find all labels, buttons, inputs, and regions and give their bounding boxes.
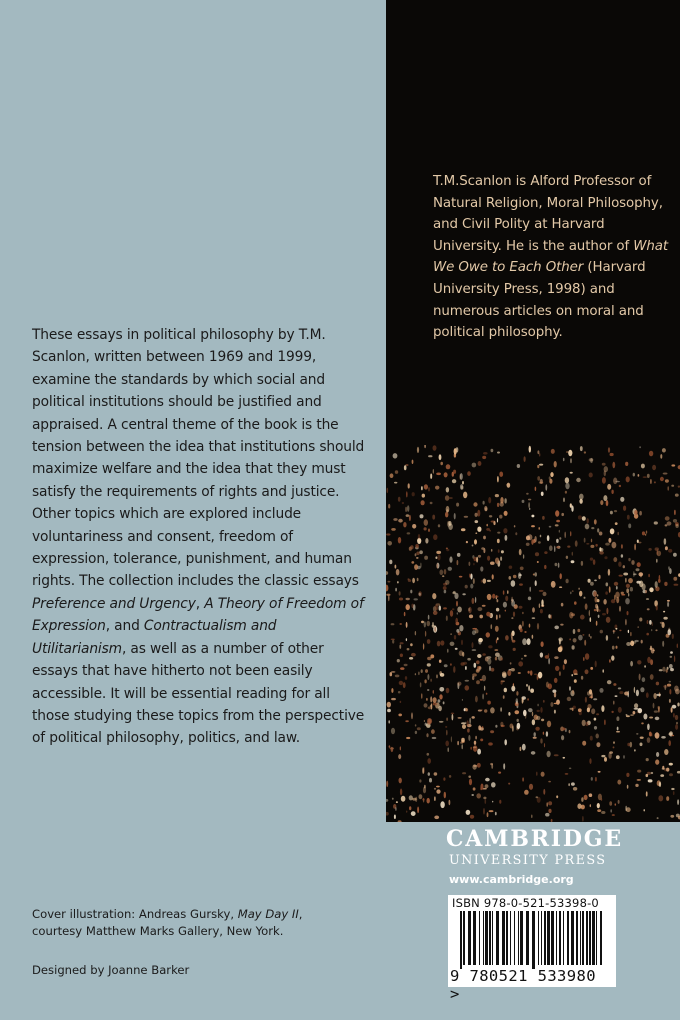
credit-line-2: courtesy Matthew Marks Gallery, New York.	[32, 924, 284, 938]
credit-suffix: ,	[298, 907, 303, 921]
essay-title-3: Contractualism and Utilitarianism	[32, 618, 277, 657]
author-bio	[433, 171, 673, 344]
artwork-title: May Day II	[237, 907, 299, 921]
cover-illustration-credit	[32, 906, 352, 940]
crowd-photograph	[386, 445, 680, 822]
blurb-separator-2: , and	[105, 618, 144, 635]
publisher-subtitle: UNIVERSITY PRESS	[449, 853, 607, 868]
cover-photo-panel	[386, 0, 680, 822]
credit-prefix: Cover illustration: Andreas Gursky,	[32, 907, 238, 921]
barcode-box	[448, 895, 616, 1003]
blurb-text: These essays in political philosophy by T.M. Scanlon, written between 1969 and 1999, examine the standards by which social and political institutions should be justified and appraised. A central theme of the book is the tension between the idea that institutions should maximize welfare and the idea that they must satisfy the requirements of rights and justice. Other topics which are explored include voluntariness and consent, freedom of expression, tolerance, punishment, and human rights. The collection includes the classic essays	[32, 327, 365, 590]
isbn-label: ISBN 978-0-521-53398-0	[452, 896, 599, 910]
essay-title-1: Preference and Urgency	[32, 595, 196, 612]
essay-title-2: A Theory of Freedom of Expression	[32, 595, 364, 635]
publisher-logo: CAMBRIDGE	[446, 826, 623, 852]
blurb-text-end: , as well as a number of other essays that have hitherto not been easily accessible. It will be essential reading for all those studying these topics from the perspective of political philosophy, politics, and law.	[32, 640, 365, 747]
author-bio-text: T.M.Scanlon is Alford Professor of Natural Religion, Moral Philosophy, and Civil Polity at Harvard University. He is the author of	[433, 174, 663, 254]
book-title: What We Owe to Each Other	[433, 238, 669, 276]
author-bio-text-end: (Harvard University Press, 1998) and numerous articles on moral and political philosophy.	[433, 260, 646, 341]
book-description	[32, 324, 370, 750]
blurb-separator-1: ,	[195, 595, 205, 612]
barcode-digits: 9 780521 533980 >	[450, 967, 596, 1003]
designer-credit: Designed by Joanne Barker	[32, 963, 190, 977]
publisher-url: www.cambridge.org	[449, 873, 574, 886]
barcode-bars	[448, 911, 616, 969]
